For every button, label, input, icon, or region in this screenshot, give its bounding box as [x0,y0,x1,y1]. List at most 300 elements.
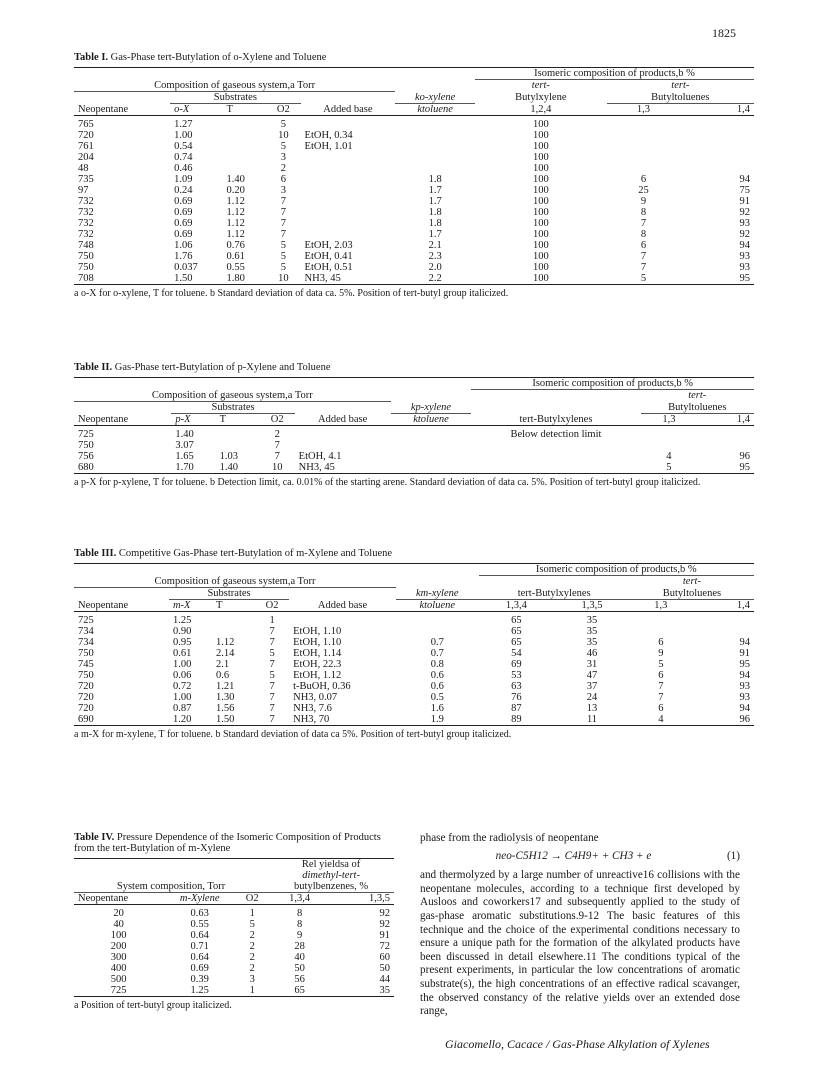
table-4-note: a Position of tert-butyl group italicized. [74,1000,232,1011]
t4-hdr-135: 1,3,5 [331,893,394,905]
t2-hdr-13: 1,3 [641,413,698,425]
table-cell: 1.50 [212,714,255,726]
table-cell: 0.037 [174,261,198,273]
table-row [74,207,754,218]
t1-hdr-substrates: Substrates [170,91,300,103]
table-cell: 8 [296,908,303,919]
table-cell [630,611,692,626]
table-cell: 94 [739,669,750,681]
t2-hdr-px: p-X [171,413,215,425]
t2-hdr-btol: Butyltoluenes [641,401,754,413]
table-cell: 1.20 [169,714,212,726]
t3-hdr-135: 1,3,5 [554,599,630,611]
table-cell: 7 [640,261,647,273]
table-cell: 500 [110,974,127,985]
table-cell: 750 [78,250,94,262]
table-cell: 100 [110,930,127,941]
table-cell: 8 [640,228,647,240]
table-cell: 65 [268,985,331,997]
table-cell: 725 [74,985,163,997]
table-cell [607,141,681,152]
table-4-title: Pressure Dependence of the Isomeric Composition of Products from the tert-Butylation of m-Xylene [74,832,381,854]
running-footer: Giacomello, Cacace / Gas-Phase Alkylation of Xylenes [445,1037,710,1051]
table-cell: 6 [658,669,664,681]
table-cell [301,152,396,163]
table-cell: NH3, 70 [289,714,396,726]
table-cell: 5 [607,273,681,285]
table-cell: 1.09 [174,173,193,185]
table-cell: 1.9 [396,714,479,726]
table-cell [301,185,396,196]
table-2-title: Gas-Phase tert-Butylation of p-Xylene and Toluene [114,362,331,373]
table-cell [301,163,396,174]
table-row [74,141,754,152]
table-row [74,130,754,141]
table-cell: 1.8 [428,217,442,229]
table-cell: 732 [78,195,94,207]
table-cell [630,626,692,637]
table-cell: 6 [280,173,286,185]
table-cell: 1.80 [222,273,266,285]
detection-cell [471,451,640,462]
table-cell: EtOH, 1.10 [293,625,342,637]
table-row [74,692,754,703]
table-cell: 0.95 [172,636,192,648]
table-cell: EtOH, 1.12 [293,669,342,681]
table-cell: 97 [78,184,89,196]
body-paragraph: and thermolyzed by a large number of unreactive16 collisions with the neopentane molecules, according to a technique first developed by Ausloos and coworkers17 and subsequently applied to the study of gas-phase aromatic substitutions.9-12 The basic features of this technique and the choice of the experimental conditions necessary to ensure a unique path for the formation of the alkylated products have been discussed in detail elsewhere.11 The conditions typical of the present experiments, in particular the low concentrations of aromatic substrate(s), the high concentrations of an effective radical scavanger, the observed constancy of the relative yields over an extended dose range, [420,869,740,1018]
t1-hdr-base: Added base [301,103,396,115]
table-cell [607,163,681,174]
table-cell: 100 [532,239,549,251]
table-cell: 0.46 [174,162,193,174]
table-cell: 6 [658,636,664,648]
table-cell [391,451,472,462]
table-1-caption [74,52,754,63]
table-cell: 1.30 [216,691,235,703]
table-cell: 75 [739,184,750,196]
table-cell: 65 [511,625,522,637]
table-cell: 0.20 [226,184,245,196]
table-cell: 1.00 [174,129,193,141]
equation-text: neo-C5H12 → C4H9+ + CH3 + e [495,849,652,862]
table-cell [391,462,472,474]
t4-hdr-sys: System composition, Torr [74,881,268,893]
table-3-body [74,611,754,725]
equation-number: (1) [726,849,740,862]
table-cell: 100 [532,151,549,163]
table-cell: 10 [260,462,295,474]
table-cell [395,115,475,130]
table-cell: 94 [739,239,750,251]
table-cell: 750 [78,669,94,681]
body-text-column [420,832,740,1019]
table-cell: 5 [658,658,664,670]
table-cell: t-BuOH, 0.36 [293,680,351,692]
table-cell: 46 [586,647,598,659]
table-cell [222,163,266,174]
t3-hdr-tert: tert- [682,576,701,587]
table-cell: 7 [280,217,286,229]
table-cell: EtOH, 22.3 [293,658,342,670]
t4-hdr-134: 1,3,4 [268,893,331,905]
table-cell [680,141,754,152]
table-cell: 5 [641,462,698,474]
t2-hdr-tert: tert- [688,390,707,401]
table-cell [391,425,472,440]
table-3 [74,548,754,740]
table-cell: 25 [638,184,649,196]
t2-hdr-substrates: Substrates [171,401,294,413]
t4-hdr-neo: Neopentane [74,893,163,905]
table-row [74,185,754,196]
table-row [74,163,754,174]
table-cell [216,425,260,440]
table-cell: 720 [78,702,94,714]
t1-hdr-ktol: ktoluene [395,103,475,115]
table-cell [212,611,255,626]
t3-hdr-134: 1,3,4 [479,599,555,611]
table-cell: EtOH, 0.41 [304,250,353,262]
table-cell: 40 [294,952,305,963]
table-row [74,985,394,997]
table-cell [641,440,698,451]
table-cell: 24 [586,691,598,703]
table-cell: 0.76 [226,239,245,251]
table-cell: 720 [78,691,94,703]
table-cell: 5 [269,669,275,681]
table-cell: 400 [110,963,127,974]
table-cell: 1.8 [428,206,442,218]
table-cell: 93 [739,250,750,262]
t1-hdr-iso: Isomeric composition of products,b % [475,68,754,80]
table-cell: 50 [379,963,390,974]
table-4-body [74,905,394,997]
table-cell [212,626,255,637]
table-cell: EtOH, 2.03 [304,239,353,251]
table-row [74,670,754,681]
table-cell: 7 [280,206,286,218]
table-4 [74,832,394,1011]
t4-hdr-o2: O2 [236,893,268,905]
table-cell: 35 [586,614,598,626]
table-cell [222,130,266,141]
table-row [74,919,394,930]
table-cell: 20 [113,908,124,919]
table-row [74,941,394,952]
table-cell: 2 [249,941,255,952]
t2-hdr-base: Added base [295,413,391,425]
table-cell: 5 [249,919,255,930]
table-cell: EtOH, 1.14 [293,647,342,659]
table-cell [301,229,396,240]
table-cell: 1.50 [170,273,222,285]
table-cell: 93 [739,261,750,273]
table-cell: 94 [739,173,750,185]
table-cell: 3 [249,974,255,985]
table-cell: 35 [586,625,598,637]
table-cell: 1.06 [174,239,193,251]
table-cell: 3.07 [175,439,194,451]
t2-hdr-14: 1,4 [697,413,754,425]
table-cell [222,152,266,163]
table-cell: 5 [280,239,286,251]
table-cell: EtOH, 0.34 [304,129,353,141]
t3-hdr-substrates: Substrates [169,587,289,599]
table-row [74,174,754,185]
table-cell: 93 [739,680,750,692]
table-cell: 690 [74,714,169,726]
t2-hdr-comp: Composition of gaseous system,a Torr [74,390,391,402]
table-cell [395,130,475,141]
table-3-label: Table III. [74,548,117,559]
table-cell [692,611,754,626]
table-3-note: a m-X for m-xylene, T for toluene. b Standard deviation of data ca 5%. Position of tert-butyl group italicized. [74,728,512,740]
table-cell: 6 [640,173,647,185]
table-row [74,648,754,659]
t3-hdr-neo: Neopentane [74,599,169,611]
table-cell: 1.40 [226,173,245,185]
table-cell: 0.6 [216,669,230,681]
t1-hdr-13: 1,3 [607,103,681,115]
table-cell: 204 [78,151,94,163]
table-cell: 750 [78,261,94,273]
table-cell: 0.69 [174,228,193,240]
table-cell: 35 [331,985,394,997]
table-cell [391,440,472,451]
table-cell: NH3, 45 [295,462,391,474]
table-2-note: a p-X for p-xylene, T for toluene. b Detection limit, ca. 0.01% of the starting arene. Standard deviation of data ca. 5%. Position of tert-butyl group italicized. [74,476,701,488]
table-cell [680,130,754,141]
t1-hdr-14: 1,4 [680,103,754,115]
table-1-title: Gas-Phase tert-Butylation of o-Xylene and Toluene [110,52,327,63]
table-cell: 100 [532,140,549,152]
t1-hdr-o2: O2 [266,103,300,115]
table-cell: 0.90 [172,625,192,637]
table-1-note: a o-X for o-xylene, T for toluene. b Standard deviation of data ca. 5%. Position of tert-butyl group italicized. [74,287,509,299]
table-cell [216,440,260,451]
equation-1 [420,850,740,864]
t4-hdr-rel1: Rel yieldsa of [268,859,394,871]
table-cell: 720 [78,680,94,692]
table-cell: 95 [680,273,754,285]
table-cell: 2 [249,952,255,963]
table-cell: 8 [296,919,303,930]
table-cell: 50 [294,963,305,974]
table-1-label: Table I. [74,52,109,63]
table-cell: 7 [274,450,280,462]
table-cell: 725 [78,614,94,626]
table-row [74,240,754,251]
table-cell: 10 [278,129,289,141]
table-cell: 2.1 [216,658,230,670]
table-cell: 6 [640,239,647,251]
table-cell [301,196,396,207]
t1-hdr-124: 1,2,4 [475,103,607,115]
table-cell: 72 [379,941,390,952]
table-cell: 0.64 [190,952,209,963]
table-cell: 96 [739,450,750,462]
t3-hdr-ktol: ktoluene [396,599,479,611]
table-cell: 60 [379,952,390,963]
table-cell: 750 [78,439,94,451]
table-cell [301,174,396,185]
table-cell: 0.39 [190,974,209,985]
table-cell: 0.64 [190,930,209,941]
table-cell: 7 [269,636,275,648]
table-cell: 0.87 [172,702,192,714]
table-cell: 7 [640,217,647,229]
t3-hdr-comp: Composition of gaseous system,a Torr [74,576,396,588]
table-cell: 28 [294,941,305,952]
table-cell: 756 [78,450,94,462]
table-cell: 708 [74,273,170,285]
table-cell: 0.72 [172,680,192,692]
table-cell: 1.25 [172,614,192,626]
table-cell: 1.12 [216,636,235,648]
table-cell [222,141,266,152]
table-cell: 100 [532,184,549,196]
table-cell: 1 [269,614,275,626]
table-row [74,425,754,440]
t2-hdr-neo: Neopentane [74,413,171,425]
table-cell: 37 [586,680,598,692]
table-cell: 48 [78,162,89,174]
table-row [74,218,754,229]
table-cell: 4 [630,714,692,726]
table-cell: 5 [280,250,286,262]
t1-hdr-bxyl: Butylxylene [515,92,567,103]
table-2-label: Table II. [74,362,113,373]
table-cell: 1.12 [226,206,245,218]
t2-hdr-t: T [216,413,260,425]
table-cell: 100 [532,250,549,262]
t3-hdr-base: Added base [289,599,396,611]
t4-hdr-mx: m-Xylene [163,893,236,905]
table-cell: 96 [692,714,754,726]
table-row [74,273,754,285]
table-cell: 761 [78,140,94,152]
table-row [74,952,394,963]
table-cell: 732 [78,217,94,229]
table-cell: 7 [269,625,275,637]
page-number: 1825 [712,26,736,40]
t2-hdr-k: kp-xylene [391,401,472,413]
table-cell [697,440,754,451]
table-cell: 91 [739,647,750,659]
table-cell [607,152,681,163]
table-cell: 0.7 [430,636,444,648]
table-cell: 7 [269,702,275,714]
table-cell: 748 [78,239,94,251]
table-cell: 8 [640,206,647,218]
table-cell: EtOH, 1.10 [293,636,342,648]
table-3-caption [74,548,754,559]
table-cell: 5 [280,118,286,130]
table-cell: EtOH, 0.51 [304,261,353,273]
table-row [74,115,754,130]
table-row [74,905,394,920]
t2-hdr-bx: tert-Butylxylenes [471,413,640,425]
table-cell [607,130,681,141]
table-cell: NH3, 7.6 [293,702,332,714]
table-cell: 0.54 [174,140,193,152]
table-cell: 1.12 [226,195,245,207]
table-cell: 0.6 [430,669,444,681]
table-cell: 1.6 [430,702,444,714]
table-cell: 5 [280,140,286,152]
table-cell: 44 [379,974,390,985]
table-2 [74,362,754,488]
table-cell: 2.2 [395,273,475,285]
table-cell: 65 [511,614,522,626]
table-cell: NH3, 45 [301,273,396,285]
table-2-body [74,425,754,473]
table-cell [395,141,475,152]
table-cell: 94 [739,702,750,714]
table-cell: 13 [586,702,598,714]
t1-hdr-comp: Composition of gaseous system,a Torr [74,80,395,92]
table-cell: 765 [78,118,94,130]
table-cell: 2 [280,162,286,174]
table-cell: 1 [236,985,268,997]
table-cell: 31 [586,658,598,670]
table-cell: 7 [658,680,664,692]
table-cell: 735 [78,173,94,185]
table-cell: 95 [739,658,750,670]
table-cell: 9 [296,930,303,941]
table-cell: 725 [78,428,94,440]
table-cell: 91 [379,930,390,941]
t2-hdr-ktol: ktoluene [391,413,472,425]
table-cell: 100 [532,195,549,207]
table-cell: 92 [379,919,390,930]
table-cell [680,115,754,130]
table-cell: 63 [511,680,522,692]
t1-hdr-tert-b: tert- [671,80,690,91]
table-cell: 0.69 [190,963,209,974]
table-cell: 100 [532,129,549,141]
table-cell: 1.76 [174,250,193,262]
t3-hdr-mx: m-X [169,599,212,611]
table-row [74,229,754,240]
table-cell: 89 [479,714,555,726]
table-cell: 35 [586,636,598,648]
table-cell: 734 [78,625,94,637]
table-cell: 300 [110,952,127,963]
table-cell: 1.40 [216,462,260,474]
t4-hdr-rel2: dimethyl-tert- [302,870,360,881]
table-row [74,152,754,163]
t1-hdr-t: T [222,103,266,115]
table-cell: 9 [658,647,664,659]
table-row [74,196,754,207]
t2-hdr-iso: Isomeric composition of products,b % [471,378,754,390]
table-cell: 5 [269,647,275,659]
table-cell: 100 [532,206,549,218]
table-cell [295,440,391,451]
table-cell [222,115,266,130]
t1-hdr-ox: o-X [170,103,222,115]
table-cell: NH3, 0.07 [293,691,338,703]
table-cell: 10 [266,273,300,285]
table-cell: 6 [658,702,664,714]
table-cell: 100 [532,217,549,229]
table-cell: 7 [274,439,280,451]
table-cell: 4 [666,450,672,462]
t1-hdr-tert-a: tert- [531,80,550,91]
table-cell: 2 [274,428,280,440]
